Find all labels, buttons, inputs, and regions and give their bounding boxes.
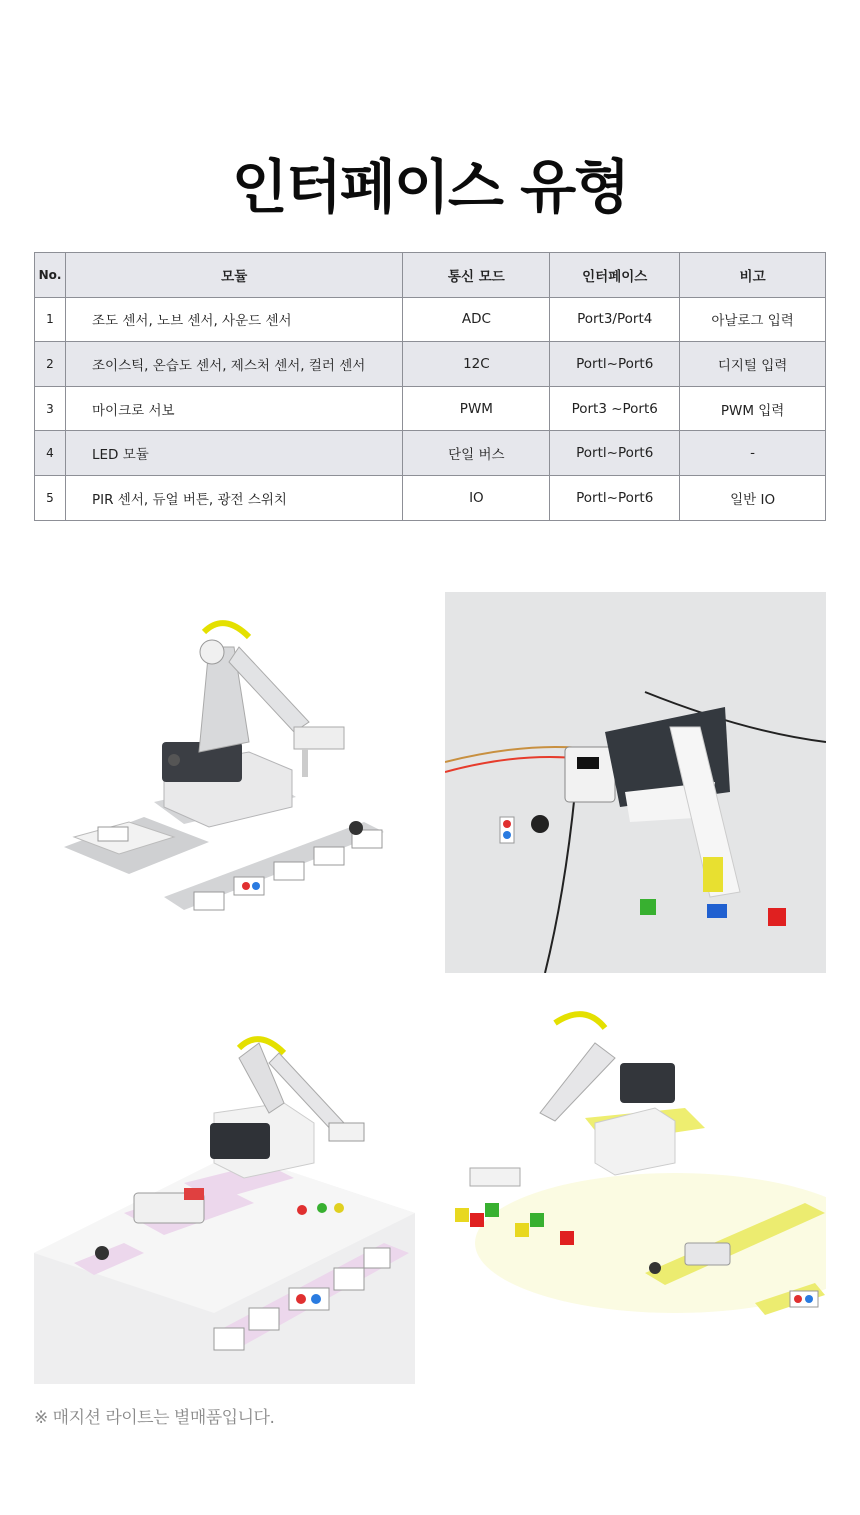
robot-arm-platform-photo (34, 1003, 415, 1384)
page-title: 인터페이스 유형 (231, 153, 629, 221)
row-module: 조이스틱, 온습도 센서, 제스처 센서, 컬러 센서 (65, 342, 402, 387)
row-note: 일반 IO (680, 475, 826, 520)
table-row (35, 342, 826, 387)
row-module: LED 모듈 (65, 431, 402, 476)
row-mode: ADC (403, 297, 550, 342)
header-no: No. (35, 253, 66, 298)
row-interface: Portl~Port6 (550, 431, 680, 476)
row-interface: Portl~Port6 (550, 342, 680, 387)
footnote: ※ 매지션 라이트는 별매품입니다. (34, 1408, 275, 1428)
header-interface: 인터페이스 (550, 253, 680, 298)
row-no: 2 (35, 342, 66, 387)
interface-table (34, 252, 826, 521)
row-mode: PWM (403, 386, 550, 431)
row-module: PIR 센서, 듀얼 버튼, 광전 스위치 (65, 475, 402, 520)
robot-arm-light-photo (445, 1003, 826, 1384)
row-interface: Port3/Port4 (550, 297, 680, 342)
table-row (35, 297, 826, 342)
robot-arm-modules-photo (34, 592, 415, 973)
row-interface: Port3 ~Port6 (550, 386, 680, 431)
row-no: 5 (35, 475, 66, 520)
row-note: - (680, 431, 826, 476)
row-no: 4 (35, 431, 66, 476)
row-interface: Portl~Port6 (550, 475, 680, 520)
row-mode: 단일 버스 (403, 431, 550, 476)
row-mode: IO (403, 475, 550, 520)
header-mode: 통신 모드 (403, 253, 550, 298)
row-module: 조도 센서, 노브 센서, 사운드 센서 (65, 297, 402, 342)
row-no: 1 (35, 297, 66, 342)
row-note: 아날로그 입력 (680, 297, 826, 342)
table-row (35, 431, 826, 476)
row-no: 3 (35, 386, 66, 431)
header-module: 모듈 (65, 253, 402, 298)
robot-arm-real-photo (445, 592, 826, 973)
table-row (35, 386, 826, 431)
table-header-row (35, 253, 826, 298)
row-note: 디지털 입력 (680, 342, 826, 387)
table-row (35, 475, 826, 520)
header-note: 비고 (680, 253, 826, 298)
row-module: 마이크로 서보 (65, 386, 402, 431)
row-mode: 12C (403, 342, 550, 387)
row-note: PWM 입력 (680, 386, 826, 431)
